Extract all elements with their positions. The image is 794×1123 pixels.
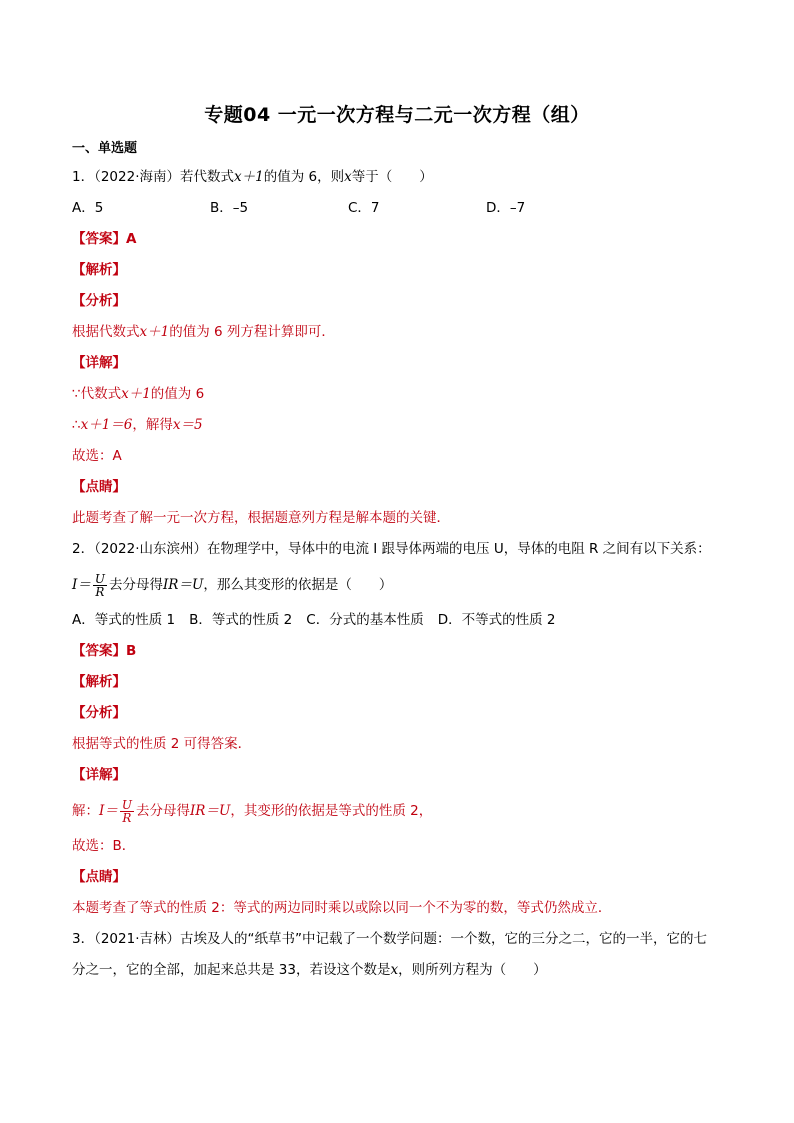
q1-detail-line2: [72, 410, 722, 441]
q3-stem-line1: 3．（2021·吉林）古埃及人的“纸草书”中记载了一个数学问题：一个数，它的三分之二，它的一半，它的七: [72, 931, 707, 947]
q3-stem-line2: [72, 955, 722, 986]
q1-options: [72, 193, 722, 224]
q1-answer: 【答案】A: [72, 231, 137, 247]
q2-fenxi-label: 【分析】: [72, 705, 126, 721]
q2-sol-lhs: I＝: [99, 803, 118, 819]
q1-fenxi-label: 【分析】: [72, 293, 126, 309]
q1-jiexi-label: 【解析】: [72, 262, 126, 278]
q2-answer: 【答案】B: [72, 643, 137, 659]
q2-sol-denominator: R: [122, 810, 132, 825]
q1-d1-pre: ∵代数式: [72, 386, 122, 402]
q2-stem-line2: [72, 565, 722, 605]
q1-d2-pre: ∴: [72, 417, 81, 433]
q2-numerator: U: [94, 571, 105, 586]
q3-var: x: [390, 962, 399, 978]
q2-sol-fraction: [120, 799, 134, 824]
q1-choose: 故选：A: [72, 448, 122, 464]
q2-fraction: [93, 573, 107, 598]
q2-sol-eq: IR＝U: [189, 803, 231, 819]
q2-option-a: A．等式的性质 1: [72, 612, 176, 628]
q1-option-c: C．7: [348, 200, 380, 216]
q2-option-c: C．分式的基本性质: [306, 612, 424, 628]
q1-d2-eq: x＋1＝6: [80, 417, 133, 433]
q1-option-b: B．–5: [210, 200, 249, 216]
q2-sol-numerator: U: [121, 797, 132, 812]
q1-d2-mid: ，解得: [132, 417, 173, 433]
q2-stem-line1: 2．（2022·山东滨州）在物理学中，导体中的电流 I 跟导体两端的电压 U，导体的电阻 R 之间有以下关系：: [72, 541, 711, 557]
q1-expr: x＋1: [234, 169, 264, 185]
q3-stem-pre: 分之一，它的全部，加起来总共是 33，若设这个数是: [72, 962, 391, 978]
q1-stem: [72, 162, 722, 193]
q1-stem-pre: 1．（2022·海南）若代数式: [72, 169, 234, 185]
q1-d1-expr: x＋1: [121, 386, 151, 402]
q1-d2-res: x＝5: [172, 417, 203, 433]
q2-stem2-eq: IR＝U: [162, 577, 204, 593]
q1-var: x: [344, 169, 352, 185]
q1-option-d: D．–7: [486, 200, 526, 216]
q2-option-d: D．不等式的性质 2: [437, 612, 556, 628]
q2-denominator: R: [95, 584, 105, 599]
q1-stem-post: 等于（ ）: [351, 169, 433, 185]
q3-stem-post: ，则所列方程为（ ）: [398, 962, 547, 978]
q2-lhs: I＝: [72, 577, 91, 593]
q2-stem2-post: ，那么其变形的依据是（ ）: [203, 577, 393, 593]
document-title: 专题04 一元一次方程与二元一次方程（组）: [204, 104, 590, 126]
q2-sol-pre: 解：: [72, 803, 99, 819]
q2-sol-post: ，其变形的依据是等式的性质 2，: [230, 803, 433, 819]
q1-detail-line1: [72, 379, 722, 410]
q2-choose: 故选：B．: [72, 838, 136, 854]
q2-options: [72, 605, 722, 636]
q2-xiangjie-label: 【详解】: [72, 767, 126, 783]
q1-option-a: A．5: [72, 200, 104, 216]
q1-stem-mid: 的值为 6，则: [263, 169, 345, 185]
q2-solution: [72, 791, 722, 831]
document-page: [72, 100, 722, 986]
q1-comment: 此题考查了解一元一次方程，根据题意列方程是解本题的关键．: [72, 510, 450, 526]
q2-option-b: B．等式的性质 2: [189, 612, 293, 628]
q1-fenxi-pre: 根据代数式: [72, 324, 140, 340]
q1-xiangjie-label: 【详解】: [72, 355, 126, 371]
q1-fenxi-post: 的值为 6 列方程计算即可．: [169, 324, 335, 340]
q1-d1-post: 的值为 6: [150, 386, 205, 402]
q1-fenxi-expr: x＋1: [139, 324, 170, 340]
q2-stem2-mid: 去分母得: [108, 577, 163, 593]
q2-sol-mid: 去分母得: [135, 803, 190, 819]
q2-fenxi-text: 根据等式的性质 2 可得答案．: [72, 736, 252, 752]
q1-fenxi-text: [72, 317, 722, 348]
section-heading: 一、单选题: [72, 141, 138, 156]
q2-comment: 本题考查了等式的性质 2：等式的两边同时乘以或除以同一个不为零的数，等式仍然成立．: [72, 900, 612, 916]
q2-dianjing-label: 【点睛】: [72, 869, 126, 885]
q2-jiexi-label: 【解析】: [72, 674, 126, 690]
q1-dianjing-label: 【点睛】: [72, 479, 126, 495]
